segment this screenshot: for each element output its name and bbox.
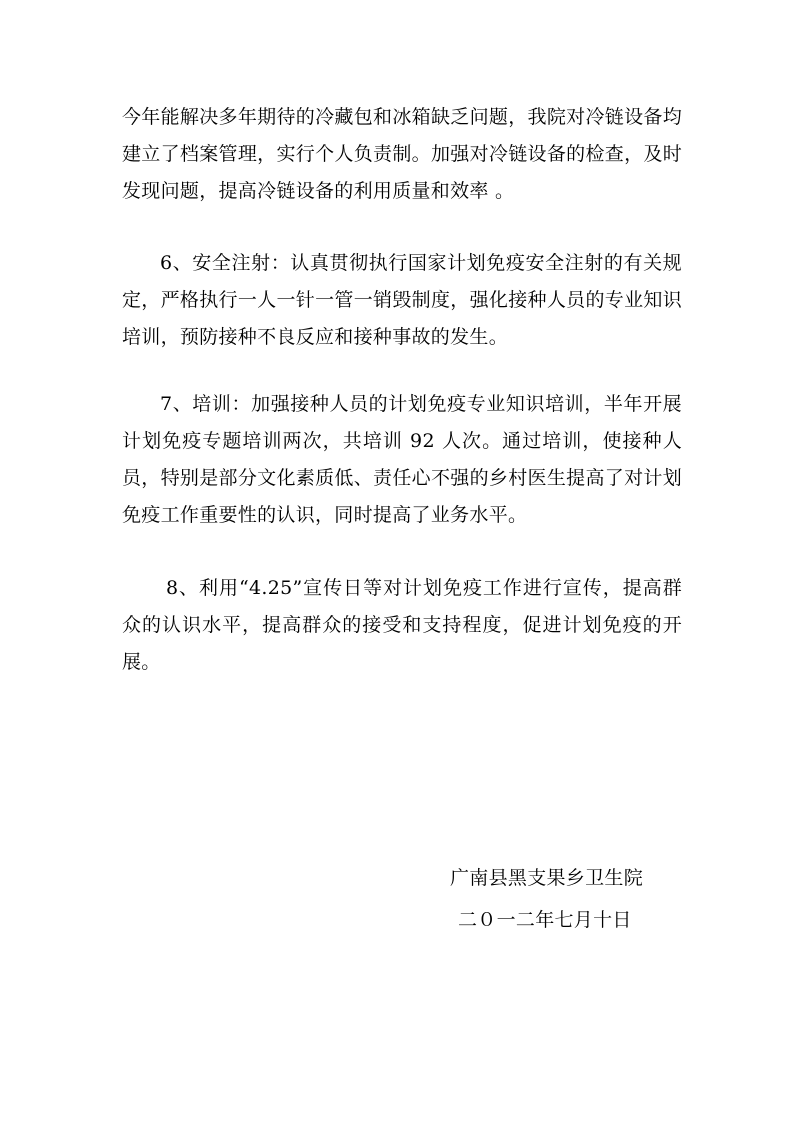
signature-date: 二０一二年七月十日: [458, 909, 632, 931]
paragraph-cold-chain: 今年能解决多年期待的冷藏包和冰箱缺乏问题，我院对冷链设备均建立了档案管理，实行个人负责制。加强对冷链设备的检查，及时发现问题，提高冷链设备的利用质量和效率 。: [122, 106, 682, 202]
paragraph-safe-injection: 6、安全注射：认真贯彻执行国家计划免疫安全注射的有关规定，严格执行一人一针一管一销毁制度，强化接种人员的专业知识培训，预防接种不良反应和接种事故的发生。: [122, 252, 682, 348]
signature-organization: 广南县黑支果乡卫生院: [450, 867, 644, 889]
paragraph-publicity: 8、利用“4.25”宣传日等对计划免疫工作进行宣传，提高群众的认识水平，提高群众的接受和支持程度，促进计划免疫的开展。: [122, 577, 682, 673]
paragraph-training: 7、培训：加强接种人员的计划免疫专业知识培训，半年开展计划免疫专题培训两次，共培训 92 人次。通过培训，使接种人员，特别是部分文化素质低、责任心不强的乡村医生提高了对计划免疫工作重要性的认识，同时提高了业务水平。: [122, 393, 682, 526]
